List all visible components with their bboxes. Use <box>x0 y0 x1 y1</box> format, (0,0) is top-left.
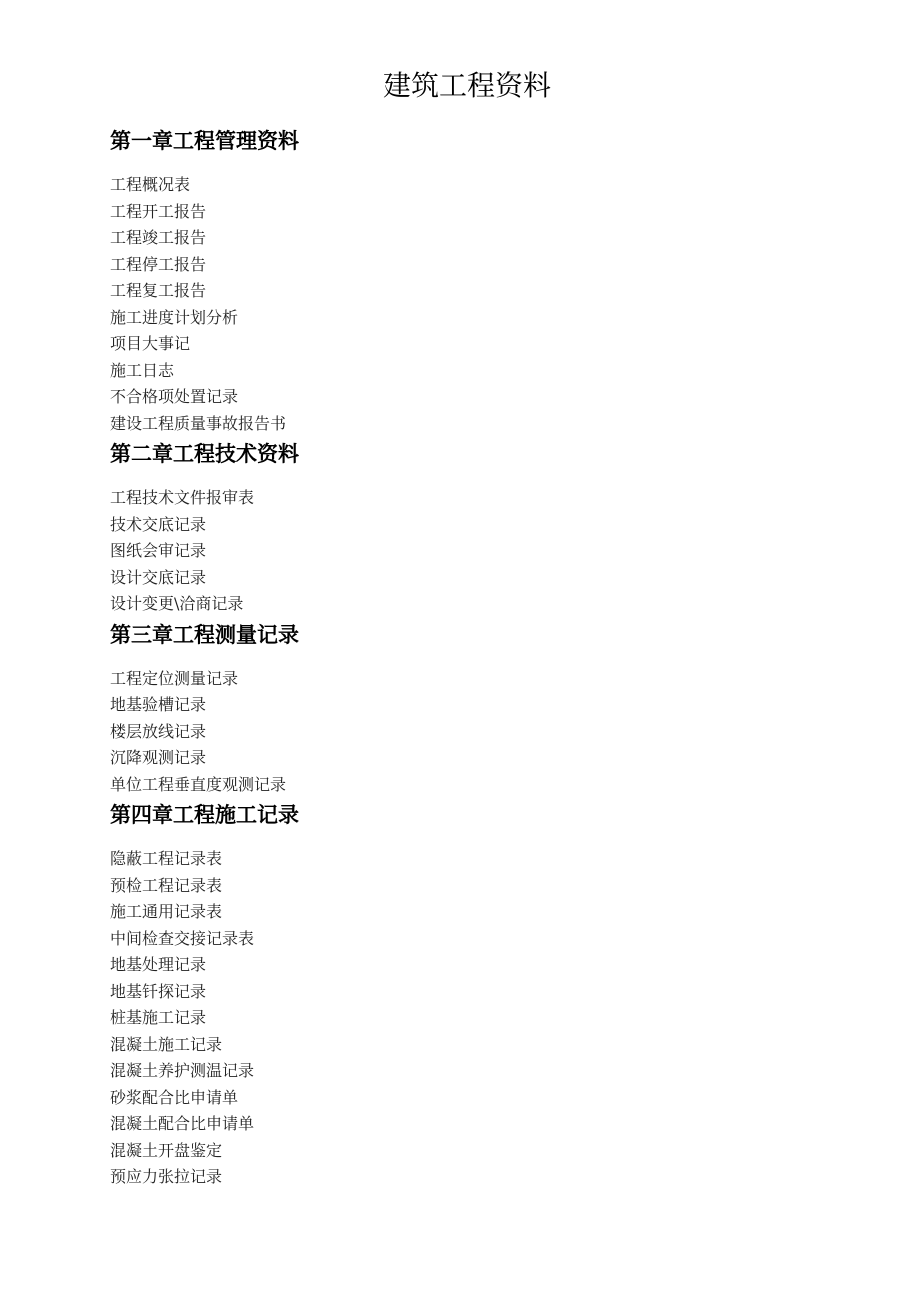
list-item: 工程概况表 <box>110 175 191 194</box>
list-item: 建设工程质量事故报告书 <box>110 413 287 433</box>
chapter-item-list <box>110 846 810 1191</box>
list-item: 混凝土配合比申请单 <box>110 1114 255 1133</box>
list-item: 工程竣工报告 <box>110 228 207 247</box>
list-item: 工程技术文件报审表 <box>110 488 255 507</box>
chapter-section <box>110 618 810 799</box>
list-item: 混凝土施工记录 <box>110 1034 223 1054</box>
chapter-heading: 第二章工程技术资料 <box>110 441 299 466</box>
list-item: 项目大事记 <box>110 334 191 353</box>
list-item: 沉降观测记录 <box>110 748 207 767</box>
list-item: 工程复工报告 <box>110 281 207 300</box>
list-item: 砂浆配合比申请单 <box>110 1087 239 1107</box>
list-item: 工程定位测量记录 <box>110 668 239 688</box>
list-item: 施工进度计划分析 <box>110 307 239 327</box>
list-item: 技术交底记录 <box>110 514 207 534</box>
list-item: 施工日志 <box>110 360 175 380</box>
list-item: 工程开工报告 <box>110 201 207 221</box>
document-body <box>110 124 810 1191</box>
chapter-section <box>110 124 810 437</box>
list-item: 混凝土开盘鉴定 <box>110 1140 223 1160</box>
chapter-item-list <box>110 172 810 437</box>
list-item: 施工通用记录表 <box>110 902 223 921</box>
list-item: 中间检查交接记录表 <box>110 928 255 948</box>
list-item: 楼层放线记录 <box>110 721 207 741</box>
list-item: 设计变更\洽商记录 <box>110 594 244 613</box>
chapter-item-list <box>110 666 810 799</box>
list-item: 不合格项处置记录 <box>110 387 239 406</box>
document-title: 建筑工程资料 <box>382 69 551 102</box>
list-item: 设计交底记录 <box>110 567 207 587</box>
chapter-section <box>110 437 810 618</box>
chapter-section <box>110 798 810 1191</box>
chapter-item-list <box>110 485 810 618</box>
chapter-heading: 第一章工程管理资料 <box>110 128 299 153</box>
chapter-heading: 第三章工程测量记录 <box>110 621 299 647</box>
list-item: 地基处理记录 <box>110 955 207 974</box>
list-item: 隐蔽工程记录表 <box>110 849 223 868</box>
list-item: 工程停工报告 <box>110 254 207 274</box>
list-item: 桩基施工记录 <box>110 1008 207 1027</box>
list-item: 图纸会审记录 <box>110 541 207 560</box>
list-item: 预检工程记录表 <box>110 875 223 895</box>
list-item: 混凝土养护测温记录 <box>110 1061 255 1080</box>
list-item: 地基钎探记录 <box>110 981 207 1001</box>
list-item: 预应力张拉记录 <box>110 1167 223 1186</box>
list-item: 地基验槽记录 <box>110 695 207 714</box>
chapter-heading: 第四章工程施工记录 <box>110 802 299 827</box>
list-item: 单位工程垂直度观测记录 <box>110 774 287 794</box>
